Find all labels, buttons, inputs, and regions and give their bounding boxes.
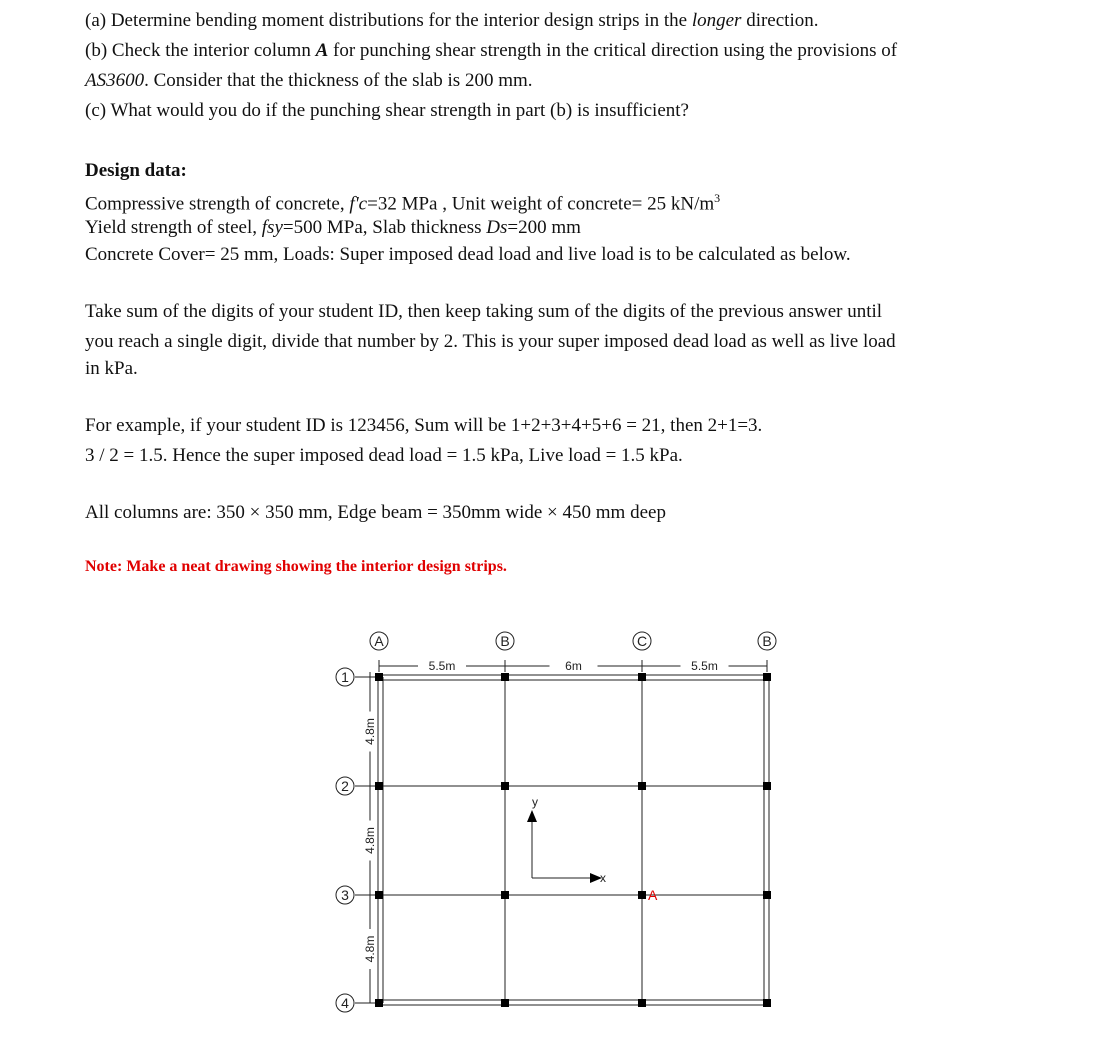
instruction-line: Take sum of the digits of your student ID, then keep taking sum of the digits of the previous answer until: [85, 301, 883, 322]
instruction-line: you reach a single digit, divide that number by 2. This is your super imposed dead load as well as live load: [85, 331, 896, 352]
grid-label: 1: [341, 669, 349, 685]
column: [638, 673, 646, 681]
design-data-line2: Yield strength of steel, fsy=500 MPa, Slab thickness Ds=200 mm: [85, 217, 581, 238]
column: [375, 999, 383, 1007]
column: [763, 673, 771, 681]
y-arrow-icon: [527, 810, 537, 822]
instruction-line: in kPa.: [85, 358, 138, 379]
design-data-line1: Compressive strength of concrete, f'c=32 MPa , Unit weight of concrete= 25 $kN/m^3$: [85, 191, 721, 215]
axis-x-label: x: [600, 871, 606, 885]
grid-label: A: [374, 633, 384, 649]
grid-label: 4: [341, 995, 349, 1011]
column-a-marker: A: [648, 887, 658, 903]
grid-label: B: [500, 633, 510, 649]
column: [638, 891, 646, 899]
columns-spec: All columns are: 350 × 350 mm, Edge beam = 350mm wide × 450 mm deep: [85, 502, 666, 523]
column: [501, 999, 509, 1007]
question-b-line2: AS3600. Consider that the thickness of the slab is 200 mm.: [85, 70, 533, 91]
example-line: 3 / 2 = 1.5. Hence the super imposed dead load = 1.5 kPa, Live load = 1.5 kPa.: [85, 445, 683, 466]
example-line: For example, if your student ID is 123456, Sum will be 1+2+3+4+5+6 = 21, then 2+1=3.: [85, 415, 763, 436]
column: [763, 999, 771, 1007]
span-dimension-y: 4.8m: [363, 827, 377, 854]
design-data-line3: Concrete Cover= 25 mm, Loads: Super imposed dead load and live load is to be calculated as below.: [85, 244, 851, 265]
span-dimension-x: 5.5m: [428, 659, 456, 673]
column: [763, 891, 771, 899]
column: [638, 999, 646, 1007]
span-dimension-y: 4.8m: [363, 718, 377, 745]
grid-label: 3: [341, 887, 349, 903]
column: [501, 782, 509, 790]
axis-y-label: y: [532, 795, 538, 809]
grid-label: 2: [341, 778, 349, 794]
column: [375, 782, 383, 790]
grid-label: B: [762, 633, 772, 649]
question-c: (c) What would you do if the punching shear strength in part (b) is insufficient?: [85, 100, 689, 121]
column: [375, 673, 383, 681]
column: [375, 891, 383, 899]
span-dimension-y: 4.8m: [363, 935, 377, 963]
note: Note: Make a neat drawing showing the interior design strips.: [85, 558, 507, 575]
column: [763, 782, 771, 790]
column: [501, 673, 509, 681]
design-data-heading: Design data:: [85, 160, 187, 181]
question-b-line1: (b) Check the interior column A for punching shear strength in the critical direction using the provisions of: [85, 40, 898, 61]
grid-label: C: [636, 633, 648, 649]
column: [501, 891, 509, 899]
span-dimension-x: 6m: [565, 659, 582, 673]
span-dimension-x: 5.5m: [691, 659, 718, 673]
question-a: (a) Determine bending moment distributions for the interior design strips in the longer direction.: [85, 10, 819, 31]
column: [638, 782, 646, 790]
